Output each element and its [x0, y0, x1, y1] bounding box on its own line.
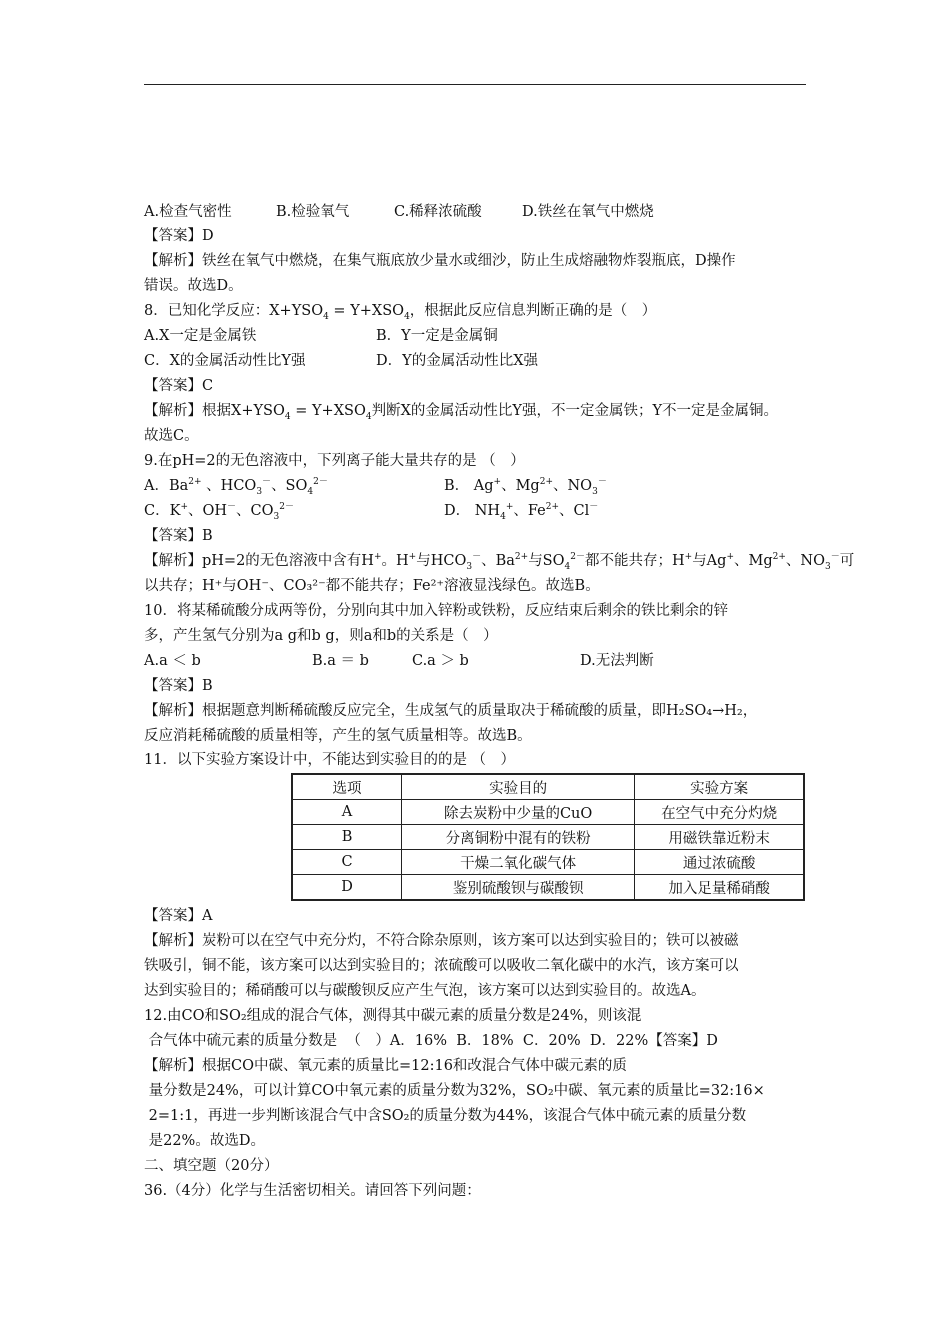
q8-option-b: B．Y一定是金属铜: [376, 328, 498, 344]
table-cell: B: [292, 825, 402, 850]
q8-option-c: C．X的金属活动性比Y强: [144, 353, 306, 369]
q36-stem: 36.（4分）化学与生活密切相关。请回答下列问题：: [144, 1183, 481, 1199]
table-header-row: [292, 774, 804, 800]
table-cell: 分离铜粉中混有的铁粉: [402, 825, 635, 850]
q10-stem-line1: 10．将某稀硫酸分成两等份，分别向其中加入锌粉或铁粉，反应结束后剩余的铁比剩余的锌: [144, 603, 728, 619]
q7-option-d: D.铁丝在氧气中燃烧: [522, 204, 654, 220]
q7-option-c: C.稀释浓硫酸: [394, 204, 482, 220]
q8-option-d: D．Y的金属活动性比X强: [376, 353, 539, 369]
q12-stem-line2: 合气体中硫元素的质量分数是 （ ）A．16% B．18% C．20% D．22%【答案】D: [144, 1033, 718, 1049]
table-cell: C: [292, 850, 402, 875]
q10-stem-line2: 多，产生氢气分别为a g和b g，则a和b的关系是（ ）: [144, 628, 498, 644]
table-header-purpose: 实验目的: [402, 774, 635, 800]
q10-answer: 【答案】B: [144, 678, 213, 694]
q8-analysis-line2: 故选C。: [144, 428, 199, 444]
q8-answer: 【答案】C: [144, 378, 214, 394]
table-cell: A: [292, 800, 402, 825]
q10-analysis-line2: 反应消耗稀硫酸的质量相等，产生的氢气质量相等。故选B。: [144, 728, 532, 744]
q12-analysis-line2: 量分数是24%，可以计算CO中氧元素的质量分数为32%，SO₂中碳、氧元素的质量比=32:16×: [144, 1083, 765, 1099]
q11-stem: 11．以下实验方案设计中，不能达到实验目的的是 （ ）: [144, 752, 516, 768]
q10-option-a: A.a ＜ b: [144, 653, 201, 669]
q11-table: [291, 773, 805, 901]
q9-option-a: A．$Ba^{2+}$ 、$HCO_3^-$、$SO_4^{2-}$: [144, 477, 328, 497]
section-heading-fill-in: 二、填空题（20分）: [144, 1158, 279, 1174]
table-row: [292, 875, 804, 901]
table-cell: D: [292, 875, 402, 901]
q9-analysis-line2: 以共存；H⁺与OH⁻、CO₃²⁻都不能共存；Fe²⁺溶液显浅绿色。故选B。: [144, 578, 600, 594]
q9-option-d: D． $NH_4^+$、$Fe^{2+}$、Cl－: [444, 502, 599, 522]
q7-analysis-line2: 错误。故选D。: [144, 278, 243, 294]
q11-analysis-line1: 【解析】炭粉可以在空气中充分灼，不符合除杂原则，该方案可以达到实验目的；铁可以被磁: [144, 933, 739, 949]
q8-option-a: A.X一定是金属铁: [144, 328, 257, 344]
table-cell: 用磁铁靠近粉末: [635, 825, 804, 850]
q12-analysis-line3: 2=1:1，再进一步判断该混合气中含SO₂的质量分数为44%，该混合气体中硫元素的质量分数: [144, 1108, 747, 1124]
q9-answer: 【答案】B: [144, 528, 213, 544]
q11-analysis-line2: 铁吸引，铜不能，该方案可以达到实验目的；浓硫酸可以吸收二氧化碳中的水汽，该方案可以: [144, 958, 739, 974]
table-cell: 通过浓硫酸: [635, 850, 804, 875]
table-row: [292, 825, 804, 850]
q11-answer: 【答案】A: [144, 908, 213, 924]
q10-option-c: C.a ＞ b: [412, 653, 469, 669]
q12-stem-line1: 12.由CO和SO₂组成的混合气体，测得其中碳元素的质量分数是24%，则该混: [144, 1008, 642, 1024]
q7-option-a: A.检查气密性: [144, 204, 232, 220]
q10-analysis-line1: 【解析】根据题意判断稀硫酸反应完全，生成氢气的质量取决于稀硫酸的质量，即H₂SO₄→H₂，: [144, 703, 758, 719]
table-header-option: 选项: [292, 774, 402, 800]
q9-stem: 9.在pH=2的无色溶液中，下列离子能大量共存的是 （ ）: [144, 453, 525, 469]
q10-option-b: B.a ＝ b: [312, 653, 369, 669]
table-cell: 加入足量稀硝酸: [635, 875, 804, 901]
q10-option-d: D.无法判断: [580, 653, 654, 669]
q12-analysis-line4: 是22%。故选D。: [144, 1133, 265, 1149]
q7-analysis-line1: 【解析】铁丝在氧气中燃烧，在集气瓶底放少量水或细沙，防止生成熔融物炸裂瓶底，D操作: [144, 253, 736, 269]
q12-analysis-line1: 【解析】根据CO中碳、氧元素的质量比=12:16和改混合气体中碳元素的质: [144, 1058, 627, 1074]
table-header-plan: 实验方案: [635, 774, 804, 800]
header-rule: [144, 84, 806, 85]
q7-option-b: B.检验氧气: [276, 204, 350, 220]
q9-analysis-line1: 【解析】pH=2的无色溶液中含有H+。H+与$HCO_3^-$、$Ba^{2+}$与$SO_4^{2-}$都不能共存；H+与Ag+、$Mg^{2+}$、$NO_3^-$可: [144, 552, 855, 572]
q11-analysis-line3: 达到实验目的；稀硝酸可以与碳酸钡反应产生气泡，该方案可以达到实验目的。故选A。: [144, 983, 706, 999]
table-row: [292, 800, 804, 825]
q7-answer: 【答案】D: [144, 228, 214, 244]
q8-analysis-line1: 【解析】根据$X+YSO_4 = Y+XSO_4$判断X的金属活动性比Y强，不一定金属铁；Y不一定是金属铜。: [144, 403, 779, 422]
table-cell: 在空气中充分灼烧: [635, 800, 804, 825]
q9-option-c: C．K+、OH－、$CO_3^{2-}$: [144, 502, 294, 522]
table-cell: 鉴别硫酸钡与碳酸钡: [402, 875, 635, 901]
table-cell: 干燥二氧化碳气体: [402, 850, 635, 875]
table-row: [292, 850, 804, 875]
table-cell: 除去炭粉中少量的CuO: [402, 800, 635, 825]
q9-option-b: B． Ag+、$Mg^{2+}$、$NO_3^-$: [444, 477, 607, 497]
q8-stem: 8．已知化学反应：$X+YSO_4 = Y+XSO_4$，根据此反应信息判断正确的是（ ）: [144, 303, 657, 322]
